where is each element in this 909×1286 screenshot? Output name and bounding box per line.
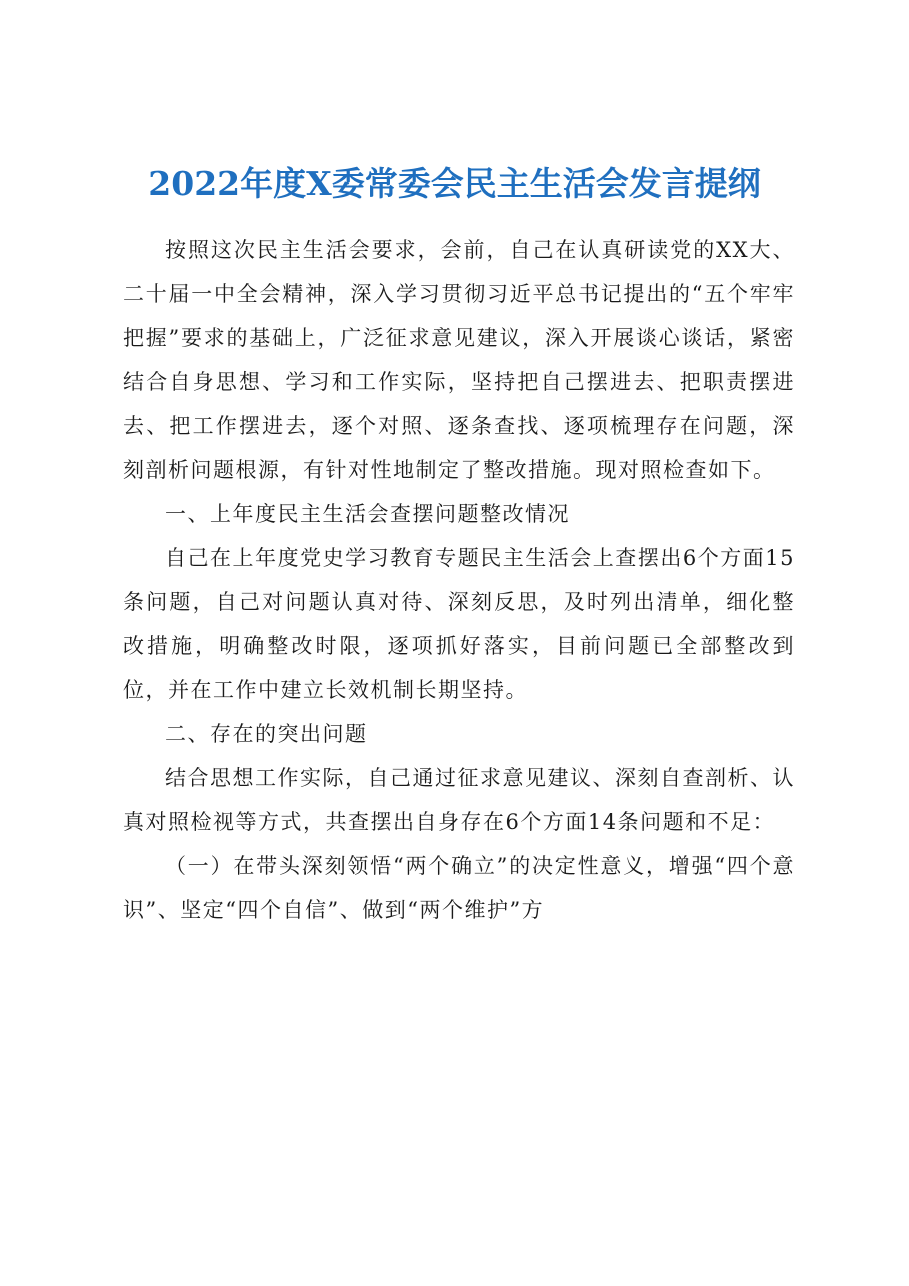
document-title: 2022年度X委常委会民主生活会发言提纲	[148, 164, 761, 203]
section-heading-1: 一、上年度民主生活会查摆问题整改情况	[165, 502, 570, 526]
section-heading-2: 二、存在的突出问题	[165, 722, 368, 746]
intro-paragraph: 按照这次民主生活会要求，会前，自己在认真研读党的XX大、二十届一中全会精神，深入学习贯彻习近平总书记提出的“五个牢牢把握”要求的基础上，广泛征求意见建议，深入开展谈心谈话，紧密结合自身思想、学习和工作实际，坚持把自己摆进去、把职责摆进去、把工作摆进去，逐个对照、逐条查找、逐项梳理存在问题，深刻剖析问题根源，有针对性地制定了整改措施。现对照检查如下。	[123, 238, 795, 482]
section-2-paragraph: 结合思想工作实际，自己通过征求意见建议、深刻自查剖析、认真对照检视等方式，共查摆出自身存在6个方面14条问题和不足：	[123, 766, 795, 834]
document-body	[123, 228, 795, 932]
subsection-1-paragraph: （一）在带头深刻领悟“两个确立”的决定性意义，增强“四个意识”、坚定“四个自信”、做到“两个维护”方	[123, 854, 795, 922]
section-1-paragraph: 自己在上年度党史学习教育专题民主生活会上查摆出6个方面15条问题，自己对问题认真对待、深刻反思，及时列出清单，细化整改措施，明确整改时限，逐项抓好落实，目前问题已全部整改到位，并在工作中建立长效机制长期坚持。	[123, 546, 795, 702]
